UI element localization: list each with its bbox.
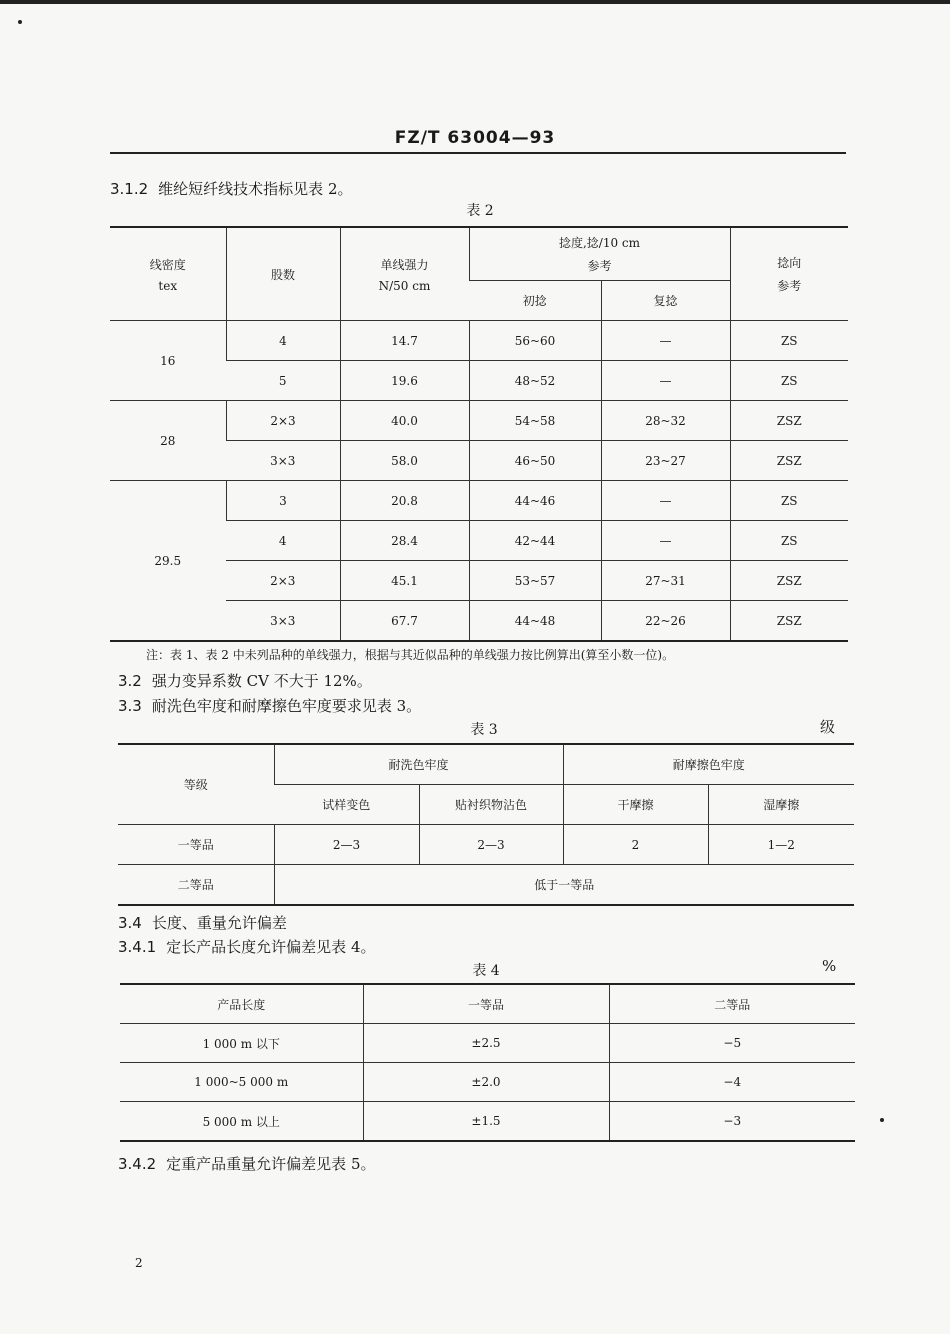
page-number: 2 xyxy=(135,1256,143,1270)
header-twist: 捻度,捻/10 cm 参考 xyxy=(469,227,730,281)
table-2 xyxy=(110,226,848,642)
standard-code-header: FZ/T 63004—93 xyxy=(394,128,556,148)
header-second-twist: 复捻 xyxy=(601,281,730,321)
section-3-1-2 xyxy=(110,178,353,199)
header-wet-rub: 湿摩擦 xyxy=(708,785,854,825)
header-direction: 捻向 参考 xyxy=(730,227,848,321)
section-3-4-1: 3.4.1 定长产品长度允许偏差见表 4。 xyxy=(118,938,376,956)
header-grade: 等级 xyxy=(183,778,208,792)
table4-unit: % xyxy=(822,957,837,975)
section-number: 3.1.2 xyxy=(110,180,149,198)
header-dry-rub: 干摩擦 xyxy=(563,785,708,825)
table-row: 29.5 3 20.8 44~46 — ZS xyxy=(110,481,848,521)
header-rule xyxy=(110,152,846,154)
table2-caption: 表 2 xyxy=(466,203,494,219)
header-plies: 股数 xyxy=(226,227,340,321)
table-row: 28 2×3 40.0 54~58 28~32 ZSZ xyxy=(110,401,848,441)
header-first-twist: 初捻 xyxy=(469,281,601,321)
table-row: 1 000~5 000 m ±2.0 −4 xyxy=(120,1063,855,1102)
section-3-3: 3.3 耐洗色牢度和耐摩擦色牢度要求见表 3。 xyxy=(118,697,422,715)
header-strength: 单线强力 N/50 cm xyxy=(340,227,469,321)
header-sample-change: 试样变色 xyxy=(274,785,419,825)
header-density: 线密度 tex xyxy=(149,257,186,293)
table4-caption: 表 4 xyxy=(472,963,500,979)
header-wash-fastness: 耐洗色牢度 xyxy=(274,744,563,785)
header-rub-fastness: 耐摩擦色牢度 xyxy=(563,744,854,785)
table-4 xyxy=(120,983,855,1142)
table-row: 5 19.6 48~52 — ZS xyxy=(110,361,848,401)
table-row: 4 28.4 42~44 — ZS xyxy=(110,521,848,561)
table-3 xyxy=(118,743,854,906)
table-row: 3×3 58.0 46~50 23~27 ZSZ xyxy=(110,441,848,481)
scan-speck xyxy=(18,20,22,24)
header-first-grade: 一等品 xyxy=(363,984,609,1024)
table3-caption: 表 3 xyxy=(470,722,498,738)
table-row: 2×3 45.1 53~57 27~31 ZSZ xyxy=(110,561,848,601)
table-row: 16 4 14.7 56~60 — ZS xyxy=(110,321,848,361)
section-3-4-2: 3.4.2 定重产品重量允许偏差见表 5。 xyxy=(118,1155,376,1173)
scan-speck xyxy=(880,1118,884,1122)
table-row: 1 000 m 以下 ±2.5 −5 xyxy=(120,1024,855,1063)
scan-top-edge xyxy=(0,0,950,4)
table-row: 一等品 2—3 2—3 2 1—2 xyxy=(118,825,854,865)
header-lining-stain: 贴衬织物沾色 xyxy=(419,785,563,825)
table3-unit: 级 xyxy=(820,718,836,736)
header-second-grade: 二等品 xyxy=(609,984,855,1024)
section-3-4: 3.4 长度、重量允许偏差 xyxy=(118,914,287,932)
table2-note: 注：表 1、表 2 中未列品种的单线强力，根据与其近似品种的单线强力按比例算出(算至小数一位)。 xyxy=(146,648,675,662)
table-row: 3×3 67.7 44~48 22~26 ZSZ xyxy=(110,601,848,642)
table-row: 二等品 低于一等品 xyxy=(118,865,854,906)
section-3-2: 3.2 强力变异系数 CV 不大于 12%。 xyxy=(118,672,372,690)
header-length: 产品长度 xyxy=(217,997,266,1012)
table-row: 5 000 m 以上 ±1.5 −3 xyxy=(120,1102,855,1142)
section-text: 维纶短纤线技术指标见表 2。 xyxy=(158,180,353,198)
